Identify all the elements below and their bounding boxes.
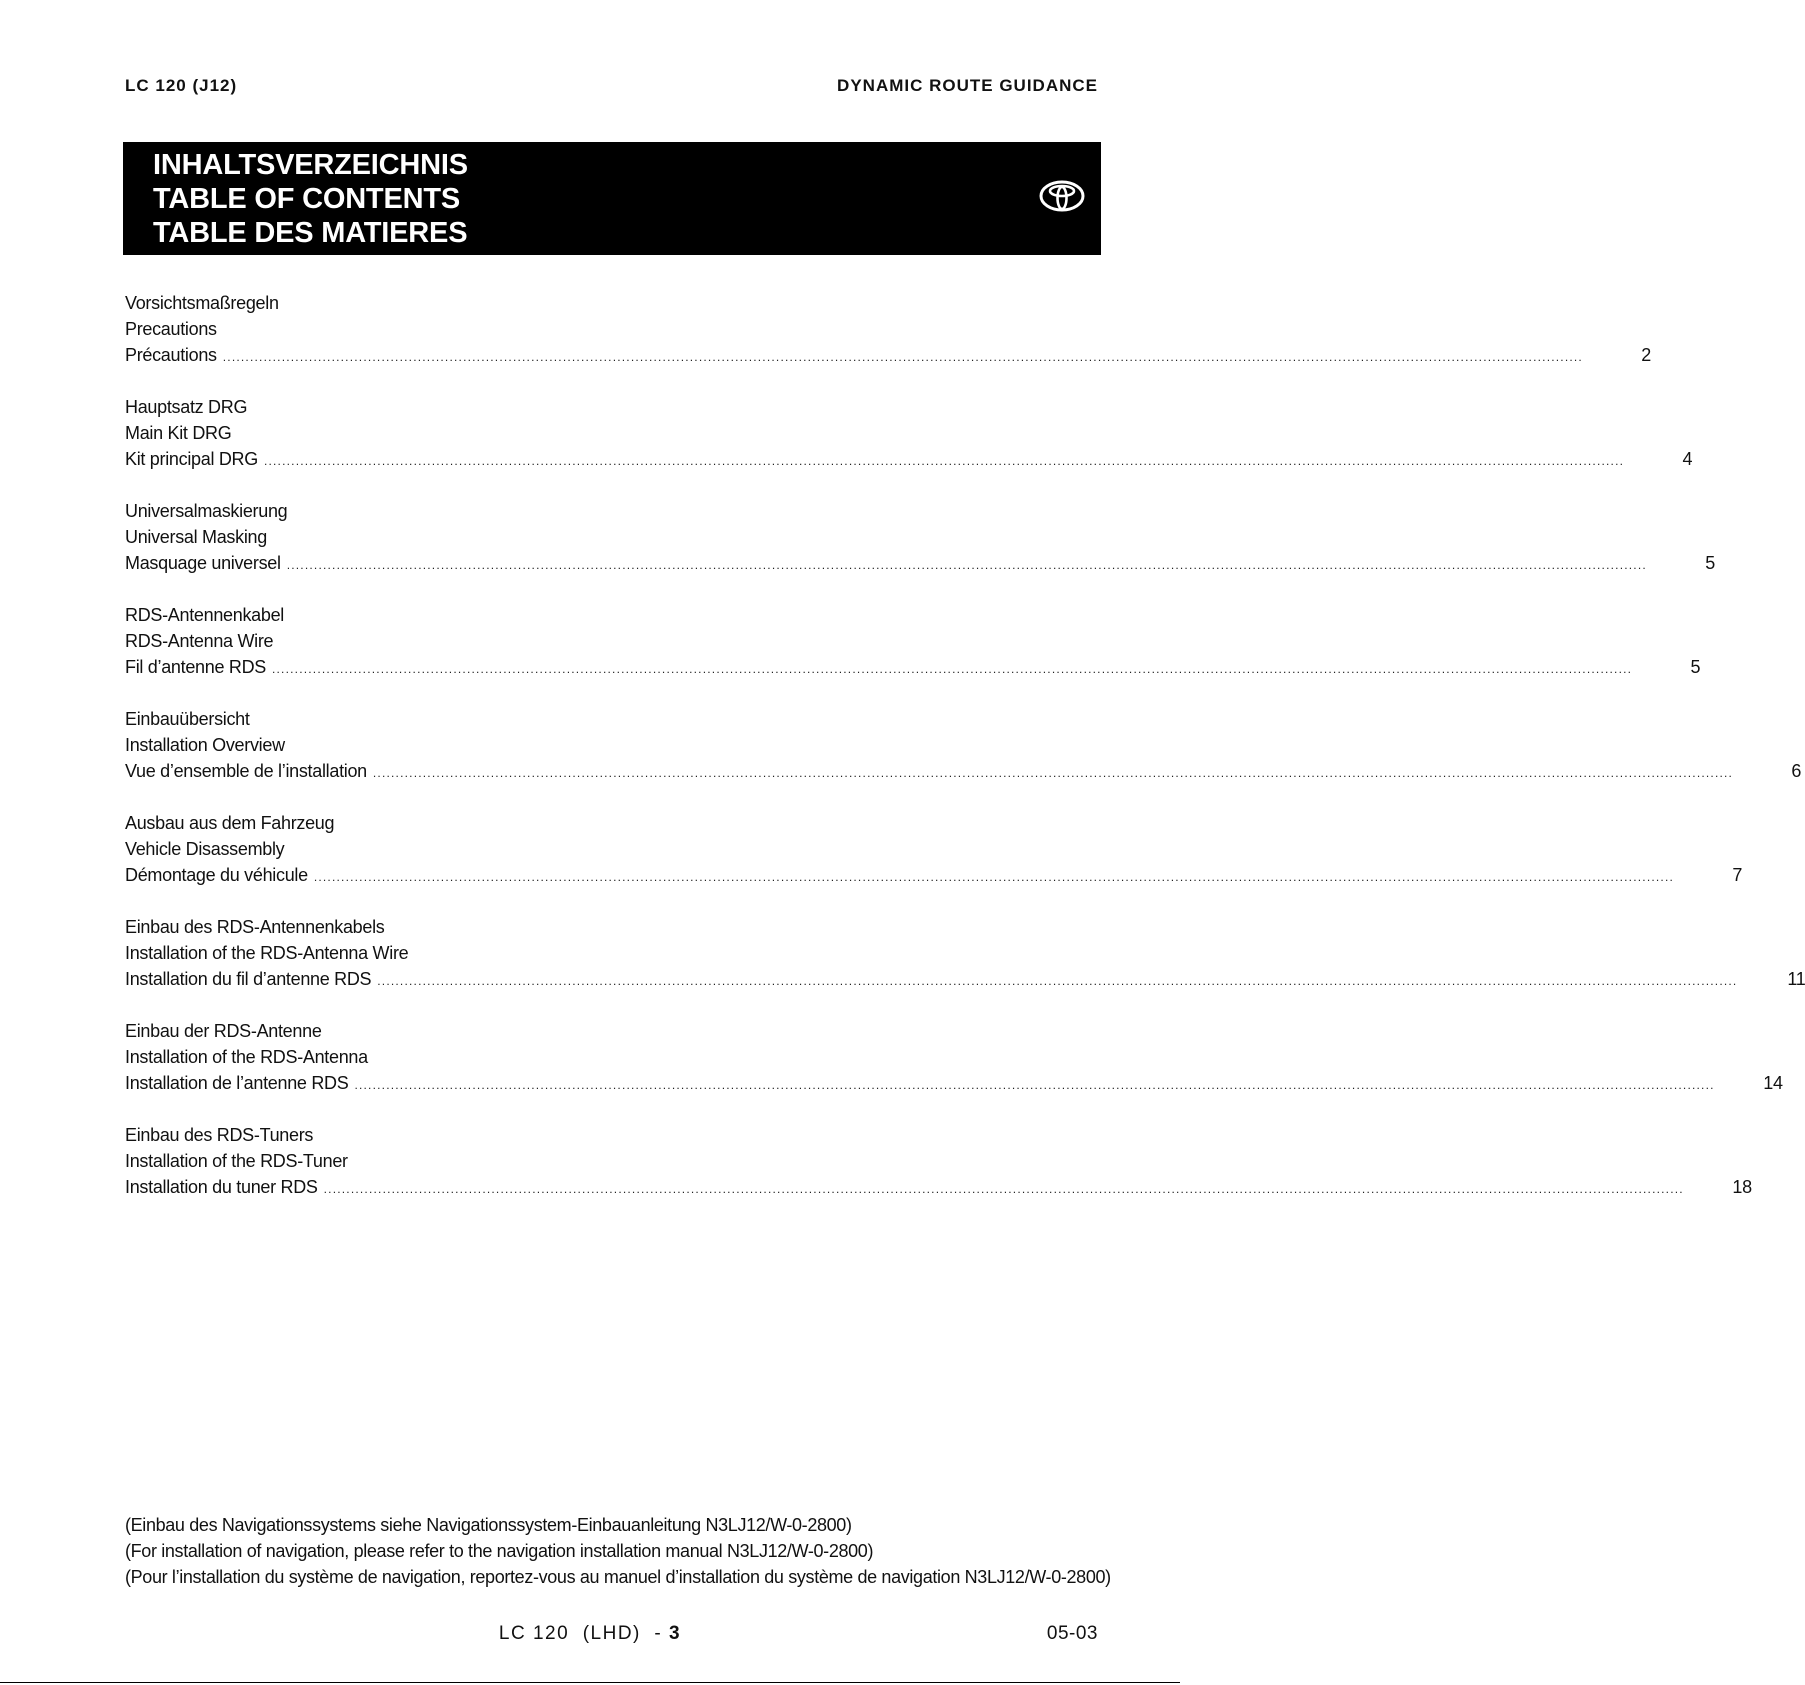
toc-page-number: 4 (1682, 449, 1693, 469)
toc-title-fr: Fil d’antenne RDS (125, 657, 266, 677)
toc-entry[interactable] (125, 290, 1651, 368)
toc-title-en: Precautions (125, 319, 217, 339)
bottom-rule (0, 1682, 1180, 1683)
toc-title-de: Einbau der RDS-Antenne (125, 1021, 322, 1041)
footnote-fr: (Pour l’installation du système de navigation, reportez-vous au manuel d’installation du système de navigation N3LJ12/W-0-2800) (125, 1567, 1111, 1587)
toc-title-en: Installation Overview (125, 735, 285, 755)
header-document-title: DYNAMIC ROUTE GUIDANCE (837, 76, 1098, 95)
toc-title-fr: Installation du fil d’antenne RDS (125, 969, 372, 989)
footnote-de: (Einbau des Navigationssystems siehe Navigationssystem-Einbauanleitung N3LJ12/W-0-2800) (125, 1515, 852, 1535)
title-line-de: INHALTSVERZEICHNIS (153, 149, 468, 181)
toc-entry[interactable] (125, 1122, 1752, 1200)
toc-title-en: Universal Masking (125, 527, 267, 547)
toc-title-en: RDS-Antenna Wire (125, 631, 274, 651)
dot-leader: ............................................................................................................................................................................................................................................................................................................ (263, 454, 1625, 468)
toc-title-fr: Démontage du véhicule (125, 865, 308, 885)
toc-title-de: Hauptsatz DRG (125, 397, 248, 417)
toc-title-de: Einbauübersicht (125, 709, 250, 729)
title-banner (123, 142, 1101, 255)
toc-title-de: Vorsichtsmaßregeln (125, 293, 279, 313)
toc-title-en: Main Kit DRG (125, 423, 232, 443)
toc-page-number: 11 (1787, 969, 1805, 989)
title-line-fr: TABLE DES MATIERES (153, 217, 468, 249)
toc-title-fr: Kit principal DRG (125, 449, 258, 469)
toc-title-fr: Précautions (125, 345, 217, 365)
toc-page-number: 2 (1641, 345, 1651, 365)
toc-title-de: Universalmaskierung (125, 501, 288, 521)
toc-page-number: 5 (1690, 657, 1701, 677)
dot-leader: ............................................................................................................................................................................................................................................................................................................ (377, 974, 1738, 988)
toc-entry[interactable] (125, 810, 1743, 888)
table-of-contents (125, 290, 1805, 1226)
dot-leader: ............................................................................................................................................................................................................................................................................................................ (354, 1078, 1715, 1092)
toc-title-en: Installation of the RDS-Antenna (125, 1047, 368, 1067)
toc-title-en: Installation of the RDS-Antenna Wire (125, 943, 409, 963)
dot-leader: ............................................................................................................................................................................................................................................................................................................ (271, 662, 1633, 676)
dot-leader: ............................................................................................................................................................................................................................................................................................................ (286, 558, 1647, 572)
footer-model-label: LC 120 (LHD) - (498, 1623, 670, 1644)
footer-date: 05-03 (1046, 1623, 1098, 1644)
toc-title-de: Einbau des RDS-Tuners (125, 1125, 314, 1145)
toc-title-de: Ausbau aus dem Fahrzeug (125, 813, 335, 833)
toc-title-fr: Installation du tuner RDS (125, 1177, 318, 1197)
toc-entry[interactable] (125, 394, 1693, 472)
dot-leader: ............................................................................................................................................................................................................................................................................................................ (323, 1182, 1684, 1196)
toc-title-de: Einbau des RDS-Antennenkabels (125, 917, 385, 937)
toc-page-number: 6 (1791, 761, 1802, 781)
toc-title-de: RDS-Antennenkabel (125, 605, 285, 625)
dot-leader: ............................................................................................................................................................................................................................................................................................................ (313, 870, 1675, 884)
toc-title-en: Vehicle Disassembly (125, 839, 285, 859)
footnotes (125, 1512, 1111, 1590)
toc-title-fr: Vue d’ensemble de l’installation (125, 761, 367, 781)
footer-page-label (0, 1623, 1180, 1645)
footnote-en: (For installation of navigation, please refer to the navigation installation manual N3LJ12/W-0-2800) (125, 1541, 874, 1561)
title-line-en: TABLE OF CONTENTS (153, 183, 460, 215)
toc-entry[interactable] (125, 1018, 1783, 1096)
footer-page-number: 3 (669, 1623, 682, 1644)
toc-page-number: 5 (1705, 553, 1715, 573)
toc-title-en: Installation of the RDS-Tuner (125, 1151, 348, 1171)
dot-leader: ............................................................................................................................................................................................................................................................................................................ (372, 766, 1734, 780)
toc-title-fr: Installation de l’antenne RDS (125, 1073, 349, 1093)
toc-page-number: 18 (1732, 1177, 1752, 1197)
toc-page-number: 7 (1732, 865, 1743, 885)
toc-page-number: 14 (1763, 1073, 1783, 1093)
toc-title-fr: Masquage universel (125, 553, 281, 573)
toc-entry[interactable] (125, 914, 1805, 992)
toc-entry[interactable] (125, 498, 1715, 576)
toyota-logo-icon (1039, 180, 1085, 212)
toc-entry[interactable] (125, 706, 1802, 784)
dot-leader: ............................................................................................................................................................................................................................................................................................................ (222, 350, 1583, 364)
header-model: LC 120 (J12) (125, 76, 238, 95)
toc-entry[interactable] (125, 602, 1701, 680)
